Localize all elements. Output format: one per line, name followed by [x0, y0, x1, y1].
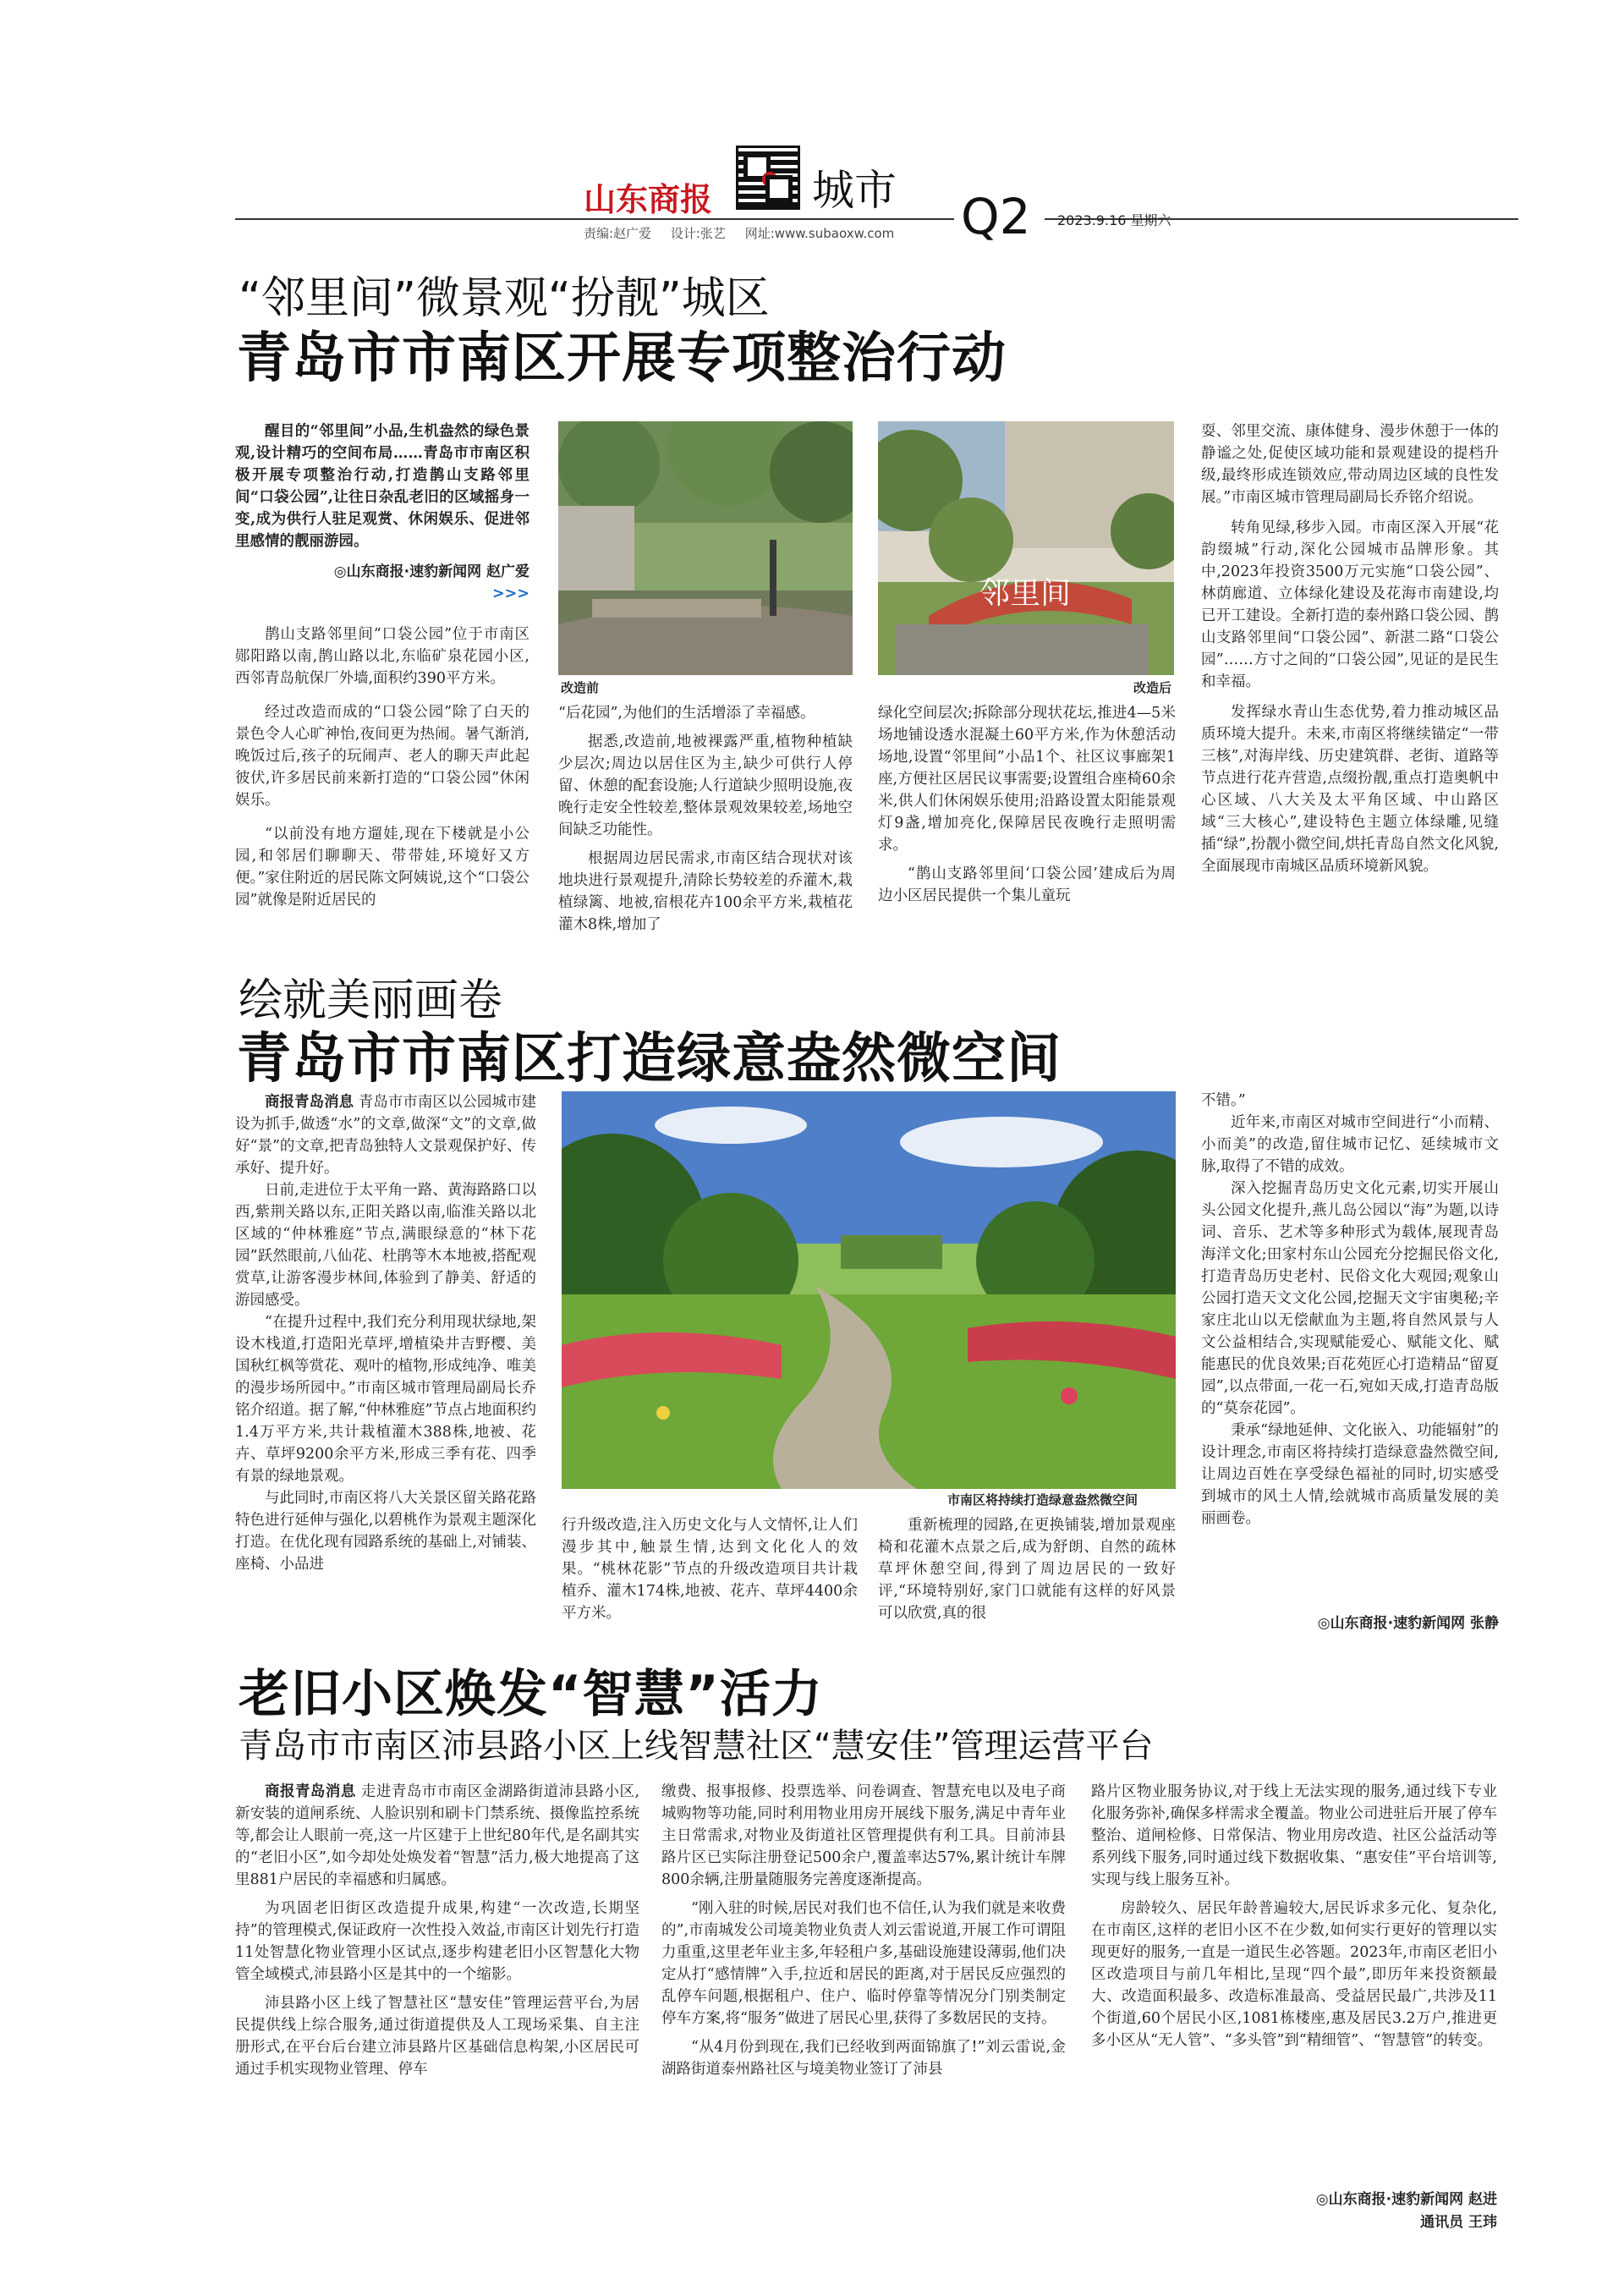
article1-kicker: “邻里间”微景观“扮靓”城区: [239, 273, 770, 324]
article2-column-4: [1201, 1090, 1499, 1607]
article3-column-3: [1091, 1781, 1497, 2178]
paragraph: 根据周边居民需求,市南区结合现状对该地块进行景观提升,清除长势较差的乔灌木,栽植绿篱、地被,宿根花卉100余平方米,栽植花灌木8株,增加了: [558, 850, 853, 933]
paragraph: 走进青岛市市南区金湖路街道沛县路小区,新安装的道闸系统、人脸识别和刷卡门禁系统、摄像监控系统等,都会让人眼前一亮,这一片区建于上世纪80年代,是名副其实的“老旧小区”,如今却处处焕发着“智慧”活力,极大地提高了这里881户居民的幸福感和归属感。: [235, 1783, 639, 1888]
paragraph: 行升级改造,注入历史文化与人文情怀,让人们漫步其中,触景生情,达到文化化人的效果。“桃林花影”节点的升级改造项目共计栽植乔、灌木174株,地被、花卉、草坪4400余平方米。: [562, 1517, 858, 1622]
article3-subhead: 青岛市市南区沛县路小区上线智慧社区“慧安佳”管理运营平台: [239, 1727, 1154, 1766]
article3-column-1: [235, 1781, 639, 2238]
designer-credit: 设计:张艺: [670, 226, 726, 241]
article2-byline: ◎山东商报·速豹新闻网 张静: [1317, 1615, 1499, 1632]
paragraph: 不错。”: [1201, 1092, 1246, 1109]
article3-byline: ◎山东商报·速豹新闻网 赵进: [1315, 2191, 1497, 2208]
paragraph: 发挥绿水青山生态优势,着力推动城区品质环境大提升。未来,市南区将继续锚定“一带三核”,对海岸线、历史建筑群、老街、道路等节点进行花卉营造,点缀扮靓,重点打造奥帆中心区域、八大关及太平角区域、中山路区域“三大核心”,建设特色主题立体绿雕,见缝插“绿”,扮靓小微空间,烘托青岛自然文化风貌,全面展现市南城区品质环境新风貌。: [1201, 704, 1499, 875]
paragraph: 经过改造而成的“口袋公园”除了白天的景色令人心旷神怡,夜间更为热闹。暑气渐消,晚饭过后,孩子的玩闹声、老人的聊天声此起彼伏,许多居民前来新打造的“口袋公园”休闲娱乐。: [235, 704, 529, 809]
paragraph: 青岛市市南区以公园城市建设为抓手,做透“水”的文章,做深“文”的文章,做好“景”的文章,把青岛独特人文景观保护好、传承好、提升好。: [235, 1094, 536, 1177]
photo-after-svg: [878, 421, 1174, 675]
paragraph: 重新梳理的园路,在更换铺装,增加景观座椅和花灌木点景之后,成为舒朗、自然的疏林草坪休憩空间,得到了周边居民的一致好评,“环境特别好,家门口就能有这样的好风景可以欣赏,真的很: [878, 1517, 1176, 1622]
arrows-icon: >>>: [492, 585, 529, 602]
article2-kicker: 绘就美丽画卷: [239, 975, 503, 1026]
paragraph: 房龄较久、居民年龄普遍较大,居民诉求多元化、复杂化,在市南区,这样的老旧小区不在少数,如何实行更好的管理以实现更好的服务,一直是一道民生必答题。2023年,市南区老旧小区改造项目与前几年相比,呈现“四个最”,即历年来投资额最大、改造面积最多、改造标准最高、受益居民最广,共涉及11个街道,60个居民小区,1081栋楼座,惠及居民3.2万户,推进更多小区从“无人管”、“多头管”到“精细管”、“智慧管”的转变。: [1091, 1900, 1497, 2049]
article3-column-2: [661, 1781, 1066, 2238]
photo-before: [558, 421, 853, 675]
paragraph: 深入挖掘青岛历史文化元素,切实开展山头公园文化提升,燕儿岛公园以“海”为题,以诗词、音乐、艺术等多种形式为载体,展现青岛海洋文化;田家村东山公园充分挖掘民俗文化,打造青岛历史老村、民俗文化大观园;观象山公园打造天文文化公园,挖掘天文宇宙奥秘;辛家庄北山以无偿献血为主题,将自然风景与人文公益相结合,实现赋能爱心、赋能文化、赋能惠民的优良效果;百花苑匠心打造精品“留夏园”,以点带面,一花一石,宛如天成,打造青岛版的“莫奈花园”。: [1201, 1180, 1499, 1417]
page-number: Q2: [961, 188, 1031, 245]
article2-headline: 青岛市市南区打造绿意盎然微空间: [237, 1028, 1062, 1090]
header-rule: [235, 218, 954, 220]
editor-credit: 责编:赵广爱: [584, 226, 652, 241]
article2-lead-tag: 商报青岛消息: [265, 1094, 354, 1111]
photo-after-sign-text: 邻里间: [979, 576, 1072, 611]
article1-column-3: [878, 702, 1176, 998]
paragraph: 近年来,市南区对城市空间进行“小而精、小而美”的改造,留住城市记忆、延续城市文脉,取得了不错的成效。: [1201, 1114, 1499, 1175]
article1-column-1: [235, 420, 529, 996]
article1-headline: 青岛市市南区开展专项整治行动: [237, 327, 1007, 390]
website-credit: 网址:www.subaoxw.com: [744, 226, 895, 241]
paragraph: 耍、邻里交流、康体健身、漫步休憩于一体的静谧之处,促使区域功能和景观建设的提档升级,最终形成连锁效应,带动周边区域的良性发展。”市南区城市管理局副局长乔铭介绍说。: [1201, 423, 1499, 506]
paragraph: “在提升过程中,我们充分利用现状绿地,架设木栈道,打造阳光草坪,增植染井吉野樱、美国秋红枫等赏花、观叶的植物,形成纯净、唯美的漫步场所园中。”市南区城市管理局副局长乔铭介绍道。据了解,“仲林雅庭”节点占地面积约1.4万平方米,共计栽植灌木388株,地被、花卉、草坪9200余平方米,形成三季有花、四季有景的绿地景观。: [235, 1314, 536, 1485]
page-date: 2023.9.16 星期六: [1057, 212, 1171, 228]
article3-byline-correspondent: 通讯员 王玮: [1420, 2214, 1497, 2231]
article2-photo: [562, 1091, 1176, 1489]
paragraph: 绿化空间层次;拆除部分现状花坛,推进4—5米场地铺设透水混凝土60平方米,作为休憩活动场地,设置“邻里间”小品1个、社区议事廊架1座,方便社区居民议事需要;设置组合座椅60余米,供人们休闲娱乐使用;沿路设置太阳能景观灯9盏,增加亮化,保障居民夜晚行走照明需求。: [878, 705, 1176, 854]
paragraph: 日前,走进位于太平角一路、黄海路路口以西,紫荆关路以东,正阳关路以南,临淮关路以北区域的“仲林雅庭”节点,满眼绿意的“林下花园”跃然眼前,八仙花、杜鹃等木本地被,搭配观赏草,让游客漫步林间,体验到了静美、舒适的游园感受。: [235, 1182, 536, 1309]
article2-column-2: [562, 1514, 858, 1650]
paragraph: “后花园”,为他们的生活增添了幸福感。: [558, 705, 815, 722]
paragraph: 为巩固老旧街区改造提升成果,构建“一次改造,长期坚持”的管理模式,保证政府一次性投入效益,市南区计划先行打造11处智慧化物业管理小区试点,逐步构建老旧小区智慧化大物管全域模式,沛县路小区是其中的一个缩影。: [235, 1900, 639, 1983]
paragraph: 与此同时,市南区将八大关景区留关路花路特色进行延伸与强化,以碧桃作为景观主题深化打造。在优化现有园路系统的基础上,对铺装、座椅、小品进: [235, 1490, 536, 1573]
article2-photo-caption: 市南区将持续打造绿意盎然微空间: [947, 1492, 1138, 1508]
article1-byline: ◎山东商报·速豹新闻网 赵广爱: [333, 563, 529, 580]
article2-column-3: [878, 1514, 1176, 1650]
article3-lead-tag: 商报青岛消息: [265, 1783, 356, 1800]
paragraph: 据悉,改造前,地被裸露严重,植物种植缺少层次;周边以居住区为主,缺少可供行人停留、休憩的配套设施;人行道缺少照明设施,夜晚行走安全性较差,整体景观效果较差,场地空间缺乏功能性。: [558, 733, 853, 838]
section-name: 城市: [812, 166, 897, 215]
paragraph: “刚入驻的时候,居民对我们也不信任,认为我们就是来收费的”,市南城发公司境美物业负责人刘云雷说道,开展工作可谓阻力重重,这里老年业主多,年轻租户多,基础设施建设薄弱,他们决定从打“感情牌”入手,拉近和居民的距离,对于居民反应强烈的乱停车问题,根据租户、住户、临时停靠等情况分门别类制定停车方案,将“服务”做进了居民心里,获得了多数居民的支持。: [661, 1900, 1066, 2027]
photo-after-caption: 改造后: [1133, 680, 1172, 695]
paragraph: 路片区物业服务协议,对于线上无法实现的服务,通过线下专业化服务弥补,确保多样需求全覆盖。物业公司进驻后开展了停车整治、道闸检修、日常保洁、物业用房改造、社区公益活动等系列线下服务,同时通过线下数据收集、“惠安佳”平台培训等,实现与线上服务互补。: [1091, 1783, 1497, 1888]
article1-lead: 醒目的“邻里间”小品,生机盎然的绿色景观,设计精巧的空间布局……青岛市市南区积极开展专项整治行动,打造鹊山支路邻里间“口袋公园”,让往日杂乱老旧的区域摇身一变,成为供行人驻足观赏、休闲娱乐、促进邻里感情的靓丽游园。: [235, 423, 529, 550]
qr-code-icon: [736, 146, 800, 210]
paragraph: 沛县路小区上线了智慧社区“慧安佳”管理运营平台,为居民提供线上综合服务,通过街道提供及人工现场采集、自主注册形式,在平台后台建立沛县路片区基础信息构架,小区居民可通过手机实现物业管理、停车: [235, 1995, 639, 2078]
garden-photo-svg: [562, 1091, 1176, 1489]
newspaper-logo: 山东商报: [584, 181, 713, 218]
paragraph: “从4月份到现在,我们已经收到两面锦旗了!”刘云雷说,金湖路街道泰州路社区与境美物业签订了沛县: [661, 2039, 1066, 2078]
photo-before-caption: 改造前: [561, 680, 600, 695]
paragraph: 秉承“绿地延伸、文化嵌入、功能辐射”的设计理念,市南区将持续打造绿意盎然微空间,让周边百姓在享受绿色福祉的同时,切实感受到城市的风土人情,绘就城市高质量发展的美丽画卷。: [1201, 1422, 1499, 1527]
photo-before-svg: [558, 421, 853, 675]
article2-column-1: [235, 1091, 536, 1650]
article3-headline: 老旧小区焕发“智慧”活力: [239, 1665, 823, 1724]
paragraph: 缴费、报事报修、投票选举、问卷调查、智慧充电以及电子商城购物等功能,同时利用物业用房开展线下服务,满足中青年业主日常需求,对物业及街道社区管理提供有利工具。目前沛县路片区已实际注册登记500余户,覆盖率达57%,累计统计车牌800余辆,注册量随服务完善度逐渐提高。: [661, 1783, 1066, 1888]
paragraph: 转角见绿,移步入园。市南区深入开展“花韵缀城”行动,深化公园城市品牌形象。其中,2023年投资3500万元实施“口袋公园”、林荫廊道、立体绿化建设及花海市南建设,均已开工建设。全新打造的泰州路口袋公园、鹊山支路邻里间“口袋公园”、新湛二路“口袋公园”……方寸之间的“口袋公园”,见证的是民生和幸福。: [1201, 519, 1499, 690]
article1-column-4: [1201, 420, 1499, 996]
paragraph: “以前没有地方遛娃,现在下楼就是小公园,和邻居们聊聊天、带带娃,环境好又方便。”家住附近的居民陈文阿姨说,这个“口袋公园”就像是附近居民的: [235, 826, 529, 909]
photo-after: [878, 421, 1174, 675]
paragraph: “鹊山支路邻里间‘口袋公园’建成后为周边小区居民提供一个集儿童玩: [878, 865, 1176, 904]
editor-credits: [584, 224, 909, 242]
article1-column-2: [558, 702, 853, 998]
paragraph: 鹊山支路邻里间“口袋公园”位于市南区郧阳路以南,鹊山路以北,东临矿泉花园小区,西邻青岛航保厂外墙,面积约390平方米。: [235, 626, 529, 687]
